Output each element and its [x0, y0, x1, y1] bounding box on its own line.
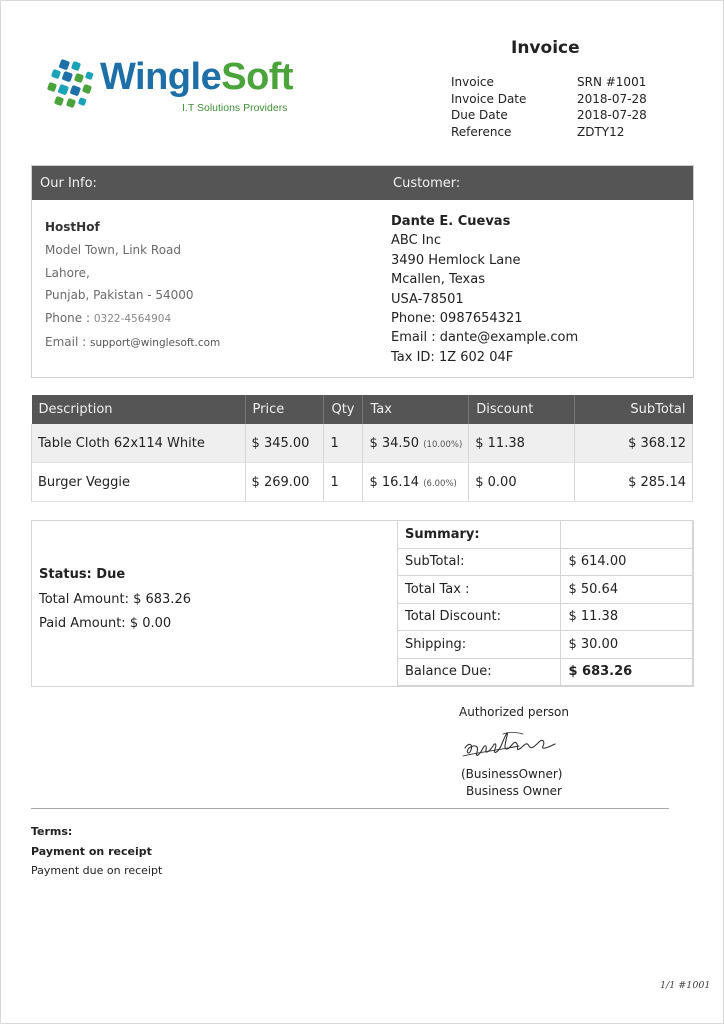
summary-value: $ 11.38	[561, 603, 693, 631]
summary-row	[398, 548, 693, 576]
item-tax-amount: $ 16.14	[369, 474, 420, 490]
col-header-qty: Qty	[324, 395, 363, 424]
summary-header-blank	[561, 521, 693, 549]
item-tax-amount: $ 34.50	[369, 435, 420, 451]
our-info-label: Our Info:	[40, 176, 97, 191]
info-header-bar	[32, 166, 693, 200]
meta-label: Invoice	[451, 75, 494, 89]
terms-block	[31, 822, 162, 881]
our-region: Punjab, Pakistan - 54000	[45, 288, 194, 303]
page-number: 1/1 #1001	[660, 980, 711, 991]
payment-status-block	[39, 563, 191, 637]
summary-label: SubTotal:	[398, 548, 561, 576]
summary-label: Total Discount:	[398, 603, 561, 631]
item-description: Burger Veggie	[32, 463, 246, 502]
customer-label: Customer:	[393, 176, 461, 191]
signer-title: Business Owner	[466, 784, 562, 798]
company-logo	[46, 56, 306, 118]
logo-word-wingle: Wingle	[100, 56, 222, 98]
col-header-discount: Discount	[469, 395, 575, 424]
meta-row-invoice-date	[451, 91, 647, 108]
item-subtotal: $ 285.14	[575, 463, 693, 502]
phone-label: Phone :	[45, 311, 91, 326]
summary-header-row	[398, 521, 693, 549]
item-discount: $ 0.00	[469, 463, 575, 502]
summary-row	[398, 631, 693, 659]
table-row	[32, 424, 693, 463]
our-city: Lahore,	[45, 265, 90, 280]
customer-email: Email : dante@example.com	[391, 330, 579, 346]
customer-phone: Phone: 0987654321	[391, 311, 523, 327]
customer-company: ABC Inc	[391, 233, 442, 249]
logo-tagline: I.T Solutions Providers	[182, 102, 288, 114]
phone-value: 0322-4564904	[93, 313, 172, 326]
customer-zip: USA-78501	[391, 291, 464, 307]
our-email	[45, 331, 220, 355]
meta-value: 2018-07-28	[577, 108, 647, 122]
item-qty: 1	[324, 463, 363, 502]
our-company-name: HostHof	[45, 220, 100, 234]
items-table	[31, 395, 693, 502]
divider	[31, 808, 669, 809]
terms-heading: Terms:	[31, 825, 73, 838]
col-header-tax: Tax	[363, 395, 469, 424]
summary-label: Total Tax :	[398, 576, 561, 604]
our-phone	[45, 307, 220, 331]
summary-row	[398, 576, 693, 604]
item-qty: 1	[324, 424, 363, 463]
total-amount: Total Amount: $ 683.26	[39, 591, 191, 607]
balance-due-value: $ 683.26	[561, 658, 693, 686]
item-subtotal: $ 368.12	[575, 424, 693, 463]
meta-label: Reference	[451, 124, 512, 139]
invoice-meta	[451, 74, 647, 140]
logo-wordmark	[100, 56, 293, 99]
summary-table	[397, 520, 693, 686]
items-header-row	[32, 395, 693, 424]
customer-tax-id: Tax ID: 1Z 602 04F	[391, 349, 514, 365]
logo-mosaic-icon	[46, 58, 100, 114]
terms-subheading: Payment on receipt	[31, 844, 152, 858]
summary-value: $ 50.64	[561, 576, 693, 604]
authorized-person-label: Authorized person	[459, 705, 569, 719]
col-header-subtotal: SubTotal	[575, 395, 693, 424]
summary-value: $ 614.00	[561, 548, 693, 576]
customer-name: Dante E. Cuevas	[391, 214, 511, 229]
meta-row-due-date	[451, 107, 647, 124]
paid-amount: Paid Amount: $ 0.00	[39, 616, 172, 631]
customer-street: 3490 Hemlock Lane	[391, 252, 521, 268]
summary-box	[31, 520, 694, 687]
logo-word-soft: Soft	[221, 56, 294, 98]
meta-row-invoice	[451, 74, 647, 91]
col-header-price: Price	[245, 395, 324, 424]
terms-text: Payment due on receipt	[31, 864, 163, 877]
meta-value: 2018-07-28	[577, 91, 647, 106]
email-label: Email :	[45, 334, 87, 349]
meta-label: Invoice Date	[451, 91, 527, 106]
customer-block	[391, 212, 578, 367]
meta-row-reference	[451, 124, 647, 141]
summary-row	[398, 603, 693, 631]
info-box	[31, 165, 694, 378]
item-description: Table Cloth 62x114 White	[32, 424, 246, 463]
col-header-description: Description	[32, 395, 246, 424]
item-tax	[363, 463, 469, 502]
our-address: Model Town, Link Road	[45, 242, 182, 257]
meta-label: Due Date	[451, 108, 508, 122]
our-info-block	[45, 216, 220, 355]
summary-title: Summary:	[398, 521, 561, 549]
signer-role: (BusinessOwner)	[461, 767, 563, 781]
item-price: $ 269.00	[245, 463, 324, 502]
item-tax	[363, 424, 469, 463]
item-price: $ 345.00	[245, 424, 324, 463]
meta-value: SRN #1001	[577, 75, 647, 89]
item-tax-percent: (6.00%)	[423, 478, 457, 489]
status-label: Status: Due	[39, 567, 126, 582]
summary-row-balance	[398, 658, 693, 686]
summary-label: Shipping:	[398, 631, 561, 659]
item-discount: $ 11.38	[469, 424, 575, 463]
invoice-title: Invoice	[511, 38, 580, 58]
email-value: support@winglesoft.com	[89, 336, 221, 349]
summary-label: Balance Due:	[398, 658, 561, 686]
item-tax-percent: (10.00%)	[423, 439, 463, 450]
customer-city: Mcallen, Texas	[391, 272, 485, 288]
table-row	[32, 463, 693, 502]
summary-value: $ 30.00	[561, 631, 693, 659]
meta-value: ZDTY12	[577, 124, 625, 139]
signature-image	[459, 722, 564, 768]
